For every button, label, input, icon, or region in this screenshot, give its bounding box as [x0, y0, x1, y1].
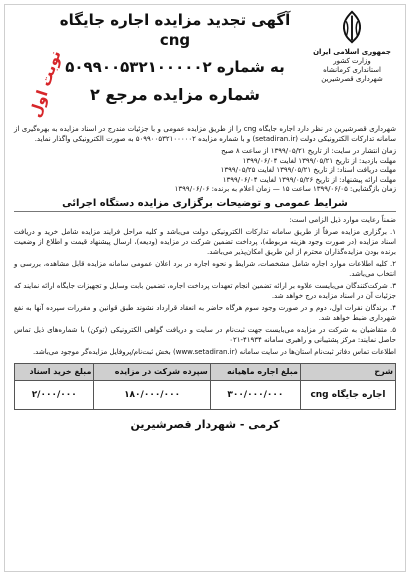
- cell-document-price: ۲/۰۰۰/۰۰۰: [15, 380, 94, 409]
- schedule-item: مهلت بازدید: از تاریخ ۱۳۹۹/۰۵/۲۱ لغایت ۱۳۹۹/۰۶/۰۴: [242, 156, 396, 165]
- conditions-intro: ضمناً رعایت موارد ذیل الزامی است:: [289, 215, 396, 224]
- iran-emblem-icon: [333, 8, 371, 46]
- condition-item: ۴. برندگان نفرات اول، دوم و در صورت وجود سوم هرگاه حاضر به انعقاد قرارداد نشوند طبق قوانین و مقررات سپرده آنها به نفع شهرداری ضبط خواهد شد.: [14, 303, 396, 322]
- org-ministry: وزارت کشور: [333, 57, 371, 65]
- condition-item: ۲. کلیه اطلاعات موارد اجاره شامل مشخصات، شرایط و نحوه اجاره در برد اعلان عمومی سامانه مزایده قابل مشاهده، بررسی و انتخاب می‌باشد.: [14, 259, 396, 278]
- title-block: [48, 10, 302, 106]
- cell-description: اجاره جایگاه cng: [300, 380, 395, 409]
- reference-number: شماره مزایده مرجع ۲: [90, 85, 260, 104]
- column-header-description: شرح: [300, 363, 395, 380]
- schedule-item: زمان انتشار در سایت: از تاریخ ۱۳۹۹/۰۵/۲۱ از ساعت ۸ صبح: [221, 147, 396, 155]
- column-header-deposit: سپرده شرکت در مزایده: [94, 363, 210, 380]
- column-header-monthly-rent: مبلغ اجاره ماهیانه: [210, 363, 300, 380]
- notice-title: آگهی تجدید مزایده اجاره جایگاه cng: [59, 11, 291, 49]
- column-header-document-price: مبلغ خرید اسناد: [15, 363, 94, 380]
- conditions-title: شرایط عمومی و توضیحات برگزاری مزایده دستگاه اجرائی: [14, 199, 396, 212]
- stamp-text: نوبت اول: [26, 48, 65, 120]
- organization-block: [306, 8, 398, 84]
- schedule-item: مهلت ارائه پیشنهاد: از تاریخ ۱۳۹۹/۰۵/۲۶ لغایت ۱۳۹۹/۰۶/۰۴: [222, 175, 396, 184]
- intro-paragraph: شهرداری قصرشیرین در نظر دارد اجاره جایگاه cng را از طریق مزایده عمومی و با جزئیات مندرج در اسناد مزایده به بهره‌گیری از سامانه تدارکات الکترونیکی دولت (setadiran.ir) و با شماره مزایده ۵۰۹۹۰۰۵۳۲۱۰۰۰۰۰۲ به صورت الکترونیکی واگذار نماید.: [14, 125, 396, 143]
- notice-header: [8, 6, 402, 124]
- cell-monthly-rent: ۳۰۰/۰۰۰/۰۰۰: [210, 380, 300, 409]
- condition-item: ۱. برگزاری مزایده صرفاً از طریق سامانه تدارکات الکترونیکی دولت می‌باشد و کلیه مراحل فرایند مزایده شامل خرید و دریافت اسناد مزایده (در صورت وجود هزینه مربوطه)، پرداخت تضمین شرکت در مزایده (ودیعه)، ارسال پیشنهاد قیمت و اطلاع از وضعیت برنده بودن مزایده‌گذاران محترم از این طریق امکان‌پذیر می‌باشد.: [14, 227, 396, 256]
- auction-number: به شماره ۵۰۹۹۰۰۵۳۲۱۰۰۰۰۰۲: [65, 58, 285, 76]
- org-country: جمهوری اسلامی ایران: [313, 48, 391, 56]
- schedule-item: مهلت دریافت اسناد: از تاریخ ۱۳۹۹/۰۵/۲۱ لغایت ۱۳۹۹/۰۵/۲۵: [220, 166, 396, 174]
- condition-item: ۵. متقاضیان به شرکت در مزایده می‌بایست جهت ثبت‌نام در سایت و دریافت گواهی الکترونیکی (توکن) با شماره‌های ذیل تماس حاصل نمایند: مرکز پشتیبانی و راهبری سامانه ۴۱۹۳۴-۰۲۱: [14, 325, 396, 344]
- publication-stamp: [18, 48, 65, 178]
- signature-line: کرمی - شهردار قصرشیرین: [130, 417, 280, 431]
- cell-deposit: ۱۸۰/۰۰۰/۰۰۰: [94, 380, 210, 409]
- condition-item: اطلاعات تماس دفاتر ثبت‌نام استان‌ها در سایت سامانه (www.setadiran.ir) بخش ثبت‌نام/پروفایل مزایده‌گر موجود می‌باشد.: [32, 347, 396, 356]
- org-municipality: شهرداری قصرشیرین: [321, 75, 383, 83]
- condition-item: ۳. شرکت‌کنندگان می‌بایست علاوه بر ارائه تضمین انجام تعهدات پرداخت اجاره، تضمین بابت وسایل و تجهیزات جایگاه ارائه نمایند که جزئیات آن در اسناد مزایده درج خواهد شد.: [14, 281, 396, 300]
- schedule-item: زمان بازگشایی: ۱۳۹۹/۰۶/۰۵ ساعت ۱۵ — زمان اعلام به برنده: ۱۳۹۹/۰۶/۰۶: [174, 185, 396, 193]
- org-province: استانداری کرمانشاه: [323, 66, 381, 74]
